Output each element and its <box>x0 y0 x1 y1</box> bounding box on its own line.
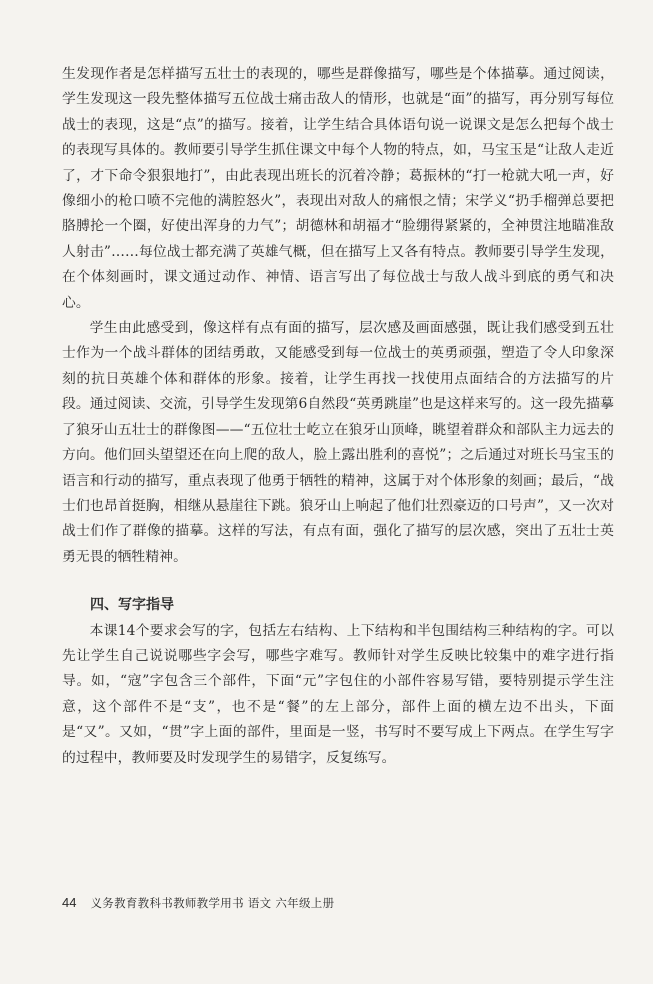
body-text <box>62 62 614 771</box>
paragraph-2: 学生由此感受到，像这样有点有面的描写，层次感及画面感强，既让我们感受到五壮士作为一个战斗群体的团结勇敢，又能感受到每一位战士的英勇顽强，塑造了令人印象深刻的抗日英雄个体和群体的形象。接着，让学生再找一找使用点面结合的方法描写的片段。通过阅读、交流，引导学生发现第6自然段“英勇跳崖”也是这样来写的。这一段先描摹了狼牙山五壮士的群像图——“五位壮士屹立在狼牙山顶峰，眺望着群众和部队主力远去的方向。他们回头望望还在向上爬的敌人，脸上露出胜利的喜悦”；之后通过对班长马宝玉的语言和行动的描写，重点表现了他勇于牺牲的精神，这属于对个体形象的刻画；最后，“战士们也昂首挺胸，相继从悬崖往下跳。狼牙山上响起了他们壮烈豪迈的口号声”，又一次对战士们作了群像的描摹。这样的写法，有点有面，强化了描写的层次感，突出了五壮士英勇无畏的牺牲精神。 <box>62 320 614 565</box>
book-title: 义务教育教科书教师教学用书 语文 六年级上册 <box>90 896 335 910</box>
page-footer <box>62 895 334 911</box>
paragraph-continued: 生发现作者是怎样描写五壮士的表现的，哪些是群像描写，哪些是个体描摹。通过阅读，学生发现这一段先整体描写五位战士痛击敌人的情形，也就是“面”的描写，再分别写每位战士的表现，这是“点”的描写。接着，让学生结合具体语句说一说课文是怎么把每个战士的表现写具体的。教师要引导学生抓住课文中每个人物的特点，如，马宝玉是“让敌人走近了，才下命令狠狠地打”，由此表现出班长的沉着冷静；葛振林的“打一枪就大吼一声，好像细小的枪口喷不完他的满腔怒火”，表现出对敌人的痛恨之情；宋学义“扔手榴弹总要把胳膊抡一个圈，好使出浑身的力气”；胡德林和胡福才“脸绷得紧紧的，全神贯注地瞄准敌人射击”……每位战士都充满了英雄气概，但在描写上又各有特点。教师要引导学生发现，在个体刻画时，课文通过动作、神情、语言写出了每位战士与敌人战斗到底的勇气和决心。 <box>62 66 614 311</box>
page-number: 44 <box>62 895 77 910</box>
section-heading: 四、写字指导 <box>90 597 174 614</box>
section-paragraph: 本课14个要求会写的字，包括左右结构、上下结构和半包围结构三种结构的字。可以先让学生自己说说哪些字会写，哪些字难写。教师针对学生反映比较集中的难字进行指导。如，“寇”字包含三个部件，下面“元”字包住的小部件容易写错，要特别提示学生注意，这个部件不是“支”，也不是“餐”的左上部分，部件上面的横左边不出头，下面是“又”。又如，“贯”字上面的部件，里面是一竖，书写时不要写成上下两点。在学生写字的过程中，教师要及时发现学生的易错字，反复练写。 <box>62 622 614 766</box>
